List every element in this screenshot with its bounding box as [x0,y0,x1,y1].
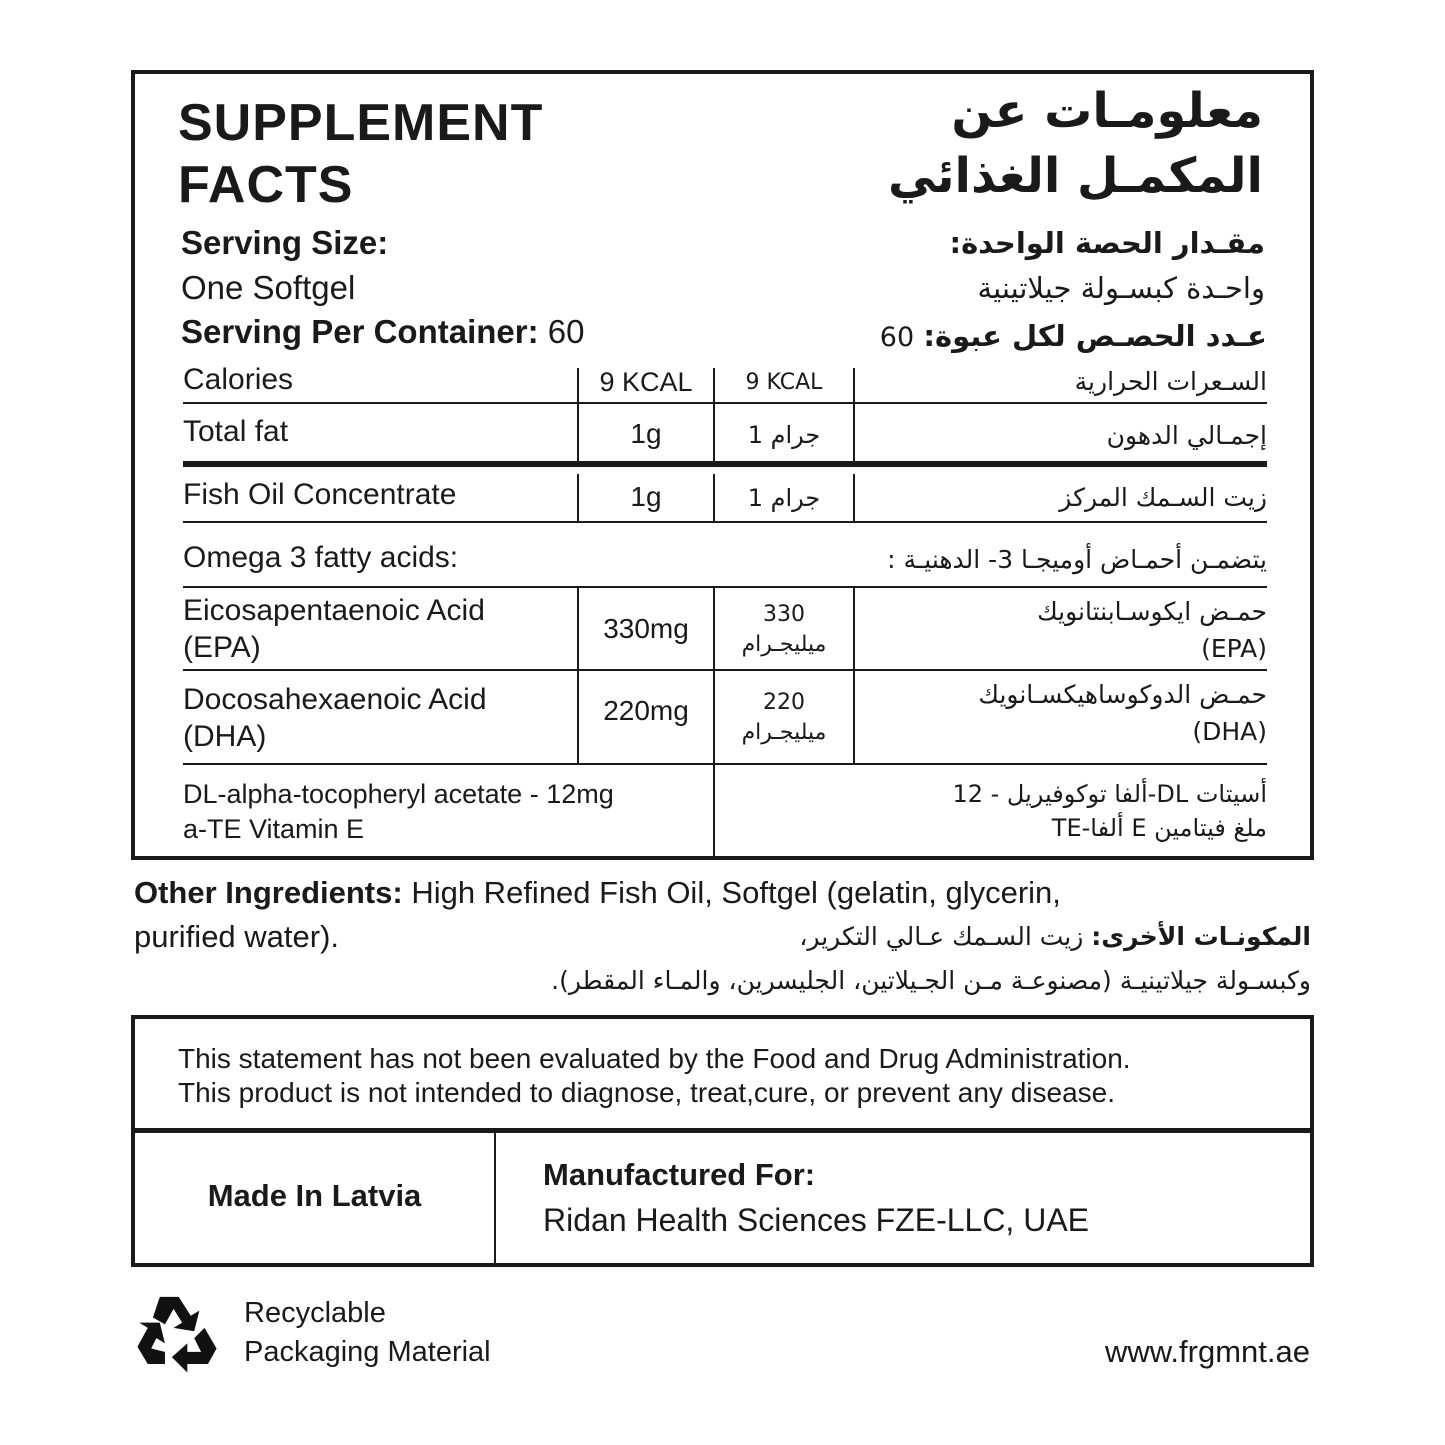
serving-per-container-value-ar: 60 [879,322,915,353]
disclaimer-divider [131,1128,1314,1133]
other-ingredients-text-ar: زيت السـمك عـالي التكرير، [799,922,1092,951]
divider [713,763,715,857]
serving-per-container-ar [880,314,1267,360]
row-calories-name-ar: السـعرات الحرارية [1074,367,1267,396]
row-fish-oil-name-ar: زيت السـمك المركز [1059,483,1267,512]
other-ingredients-ar-line2: وكبسـولة جيلاتينيـة (مصنوعـة مـن الجـيلاتين، الجليسرين، والمـاء المقطر). [551,966,1311,995]
vitamin-e-en-line2: a-TE Vitamin E [183,814,365,844]
row-epa-name-line1: Eicosapentaenoic Acid [183,594,485,627]
row-epa-name-line2: (EPA) [183,631,261,664]
row-epa-amount-ar-unit: ميليجـرام [741,632,827,657]
row-total-fat-name-ar: إجمـالي الدهون [1106,421,1267,450]
omega-heading-ar: يتضمـن أحمـاض أوميجـا 3- الدهنيـة : [887,545,1267,574]
row-fish-oil-amount-ar: جرام 1 [747,484,821,512]
serving-size-value: One Softgel [181,269,356,306]
recycle-line2: Packaging Material [244,1336,491,1368]
serving-size-label: Serving Size: [181,224,389,261]
title-en-line1: SUPPLEMENT [178,94,544,152]
row-epa-name-ar-line1: حمـض ايكوسـابنتانويك [1037,597,1267,626]
row-dha-name-line2: (DHA) [183,720,267,753]
title-ar-line1: معلومـات عن [951,83,1263,139]
vitamin-e-ar-line2: ملغ فيتامين E ألفا-TE [1051,814,1267,842]
row-calories-name: Calories [183,363,294,396]
serving-per-container-label-ar: عـدد الحصـص لكل عبوة: [923,319,1267,353]
title-en-line2: FACTS [178,156,354,214]
row-calories-amount-ar: 9 KCAL [745,370,823,395]
row-divider [183,669,1267,671]
website-link[interactable]: www.frgmnt.ae [1104,1334,1310,1369]
divider [853,474,855,522]
row-fish-oil-name: Fish Oil Concentrate [183,478,457,511]
recycle-icon [133,1290,221,1376]
serving-per-container [181,310,584,354]
serving-size-value-ar: واحـدة كبسـولة جيلاتينية [977,271,1265,305]
other-ingredients-label: Other Ingredients: [134,875,403,910]
divider [853,586,855,670]
row-fish-oil-amount-en: 1g [630,481,662,512]
manufacturer-name: Ridan Health Sciences FZE-LLC, UAE [543,1202,1089,1238]
row-dha-name-ar-line1: حمـض الدوكوساهيكسـانويك [978,680,1267,709]
row-dha-name-ar-line2: (DHA) [1192,717,1267,746]
vitamin-e-ar-line1: أسيتات DL-ألفا توكوفيريل - 12 [952,780,1267,808]
row-divider [183,521,1267,523]
row-calories-amount-en: 9 KCAL [599,367,693,397]
other-ingredients-label-ar: المكونـات الأخرى: [1091,922,1311,951]
row-divider [183,763,1267,765]
vitamin-e-en-line1: DL-alpha-tocopheryl acetate - 12mg [183,779,614,809]
omega-heading-en: Omega 3 fatty acids: [183,541,459,574]
row-divider-thick [183,461,1267,467]
other-ingredients-en-line2: purified water). [134,919,340,954]
serving-per-container-label: Serving Per Container: [181,313,539,350]
disclaimer-line2: This product is not intended to diagnose, treat,cure, or prevent any disease. [178,1077,1116,1108]
title-ar-line2: المكمـل الغذائي [887,148,1263,204]
manufactured-for-label: Manufactured For: [543,1157,816,1192]
row-total-fat-name: Total fat [183,415,289,448]
other-ingredients-text: High Refined Fish Oil, Softgel (gelatin, glycerin, [402,875,1061,910]
row-dha-amount-ar-unit: ميليجـرام [741,720,827,745]
row-epa-amount-ar-num: 330 [763,602,805,627]
origin-divider [494,1131,496,1264]
row-epa-name-ar-line2: (EPA) [1201,634,1267,663]
recycle-line1: Recyclable [244,1297,386,1329]
other-ingredients-ar-line1 [799,918,1311,956]
row-epa-amount-en: 330mg [603,613,689,644]
row-divider [183,402,1267,404]
disclaimer-line1: This statement has not been evaluated by the Food and Drug Administration. [178,1043,1131,1074]
row-dha-amount-en: 220mg [603,695,689,726]
row-dha-name-line1: Docosahexaenoic Acid [183,683,487,716]
row-total-fat-amount-en: 1g [630,418,662,449]
other-ingredients-en-line1 [134,874,1061,912]
divider [853,402,855,462]
made-in: Made In Latvia [207,1178,422,1213]
row-divider [183,586,1267,588]
divider [853,368,855,402]
row-total-fat-amount-ar: جرام 1 [747,421,821,449]
serving-size-label-ar: مقـدار الحصة الواحدة: [949,226,1265,260]
divider [853,669,855,764]
serving-per-container-value: 60 [547,313,585,350]
row-dha-amount-ar-num: 220 [763,690,805,715]
